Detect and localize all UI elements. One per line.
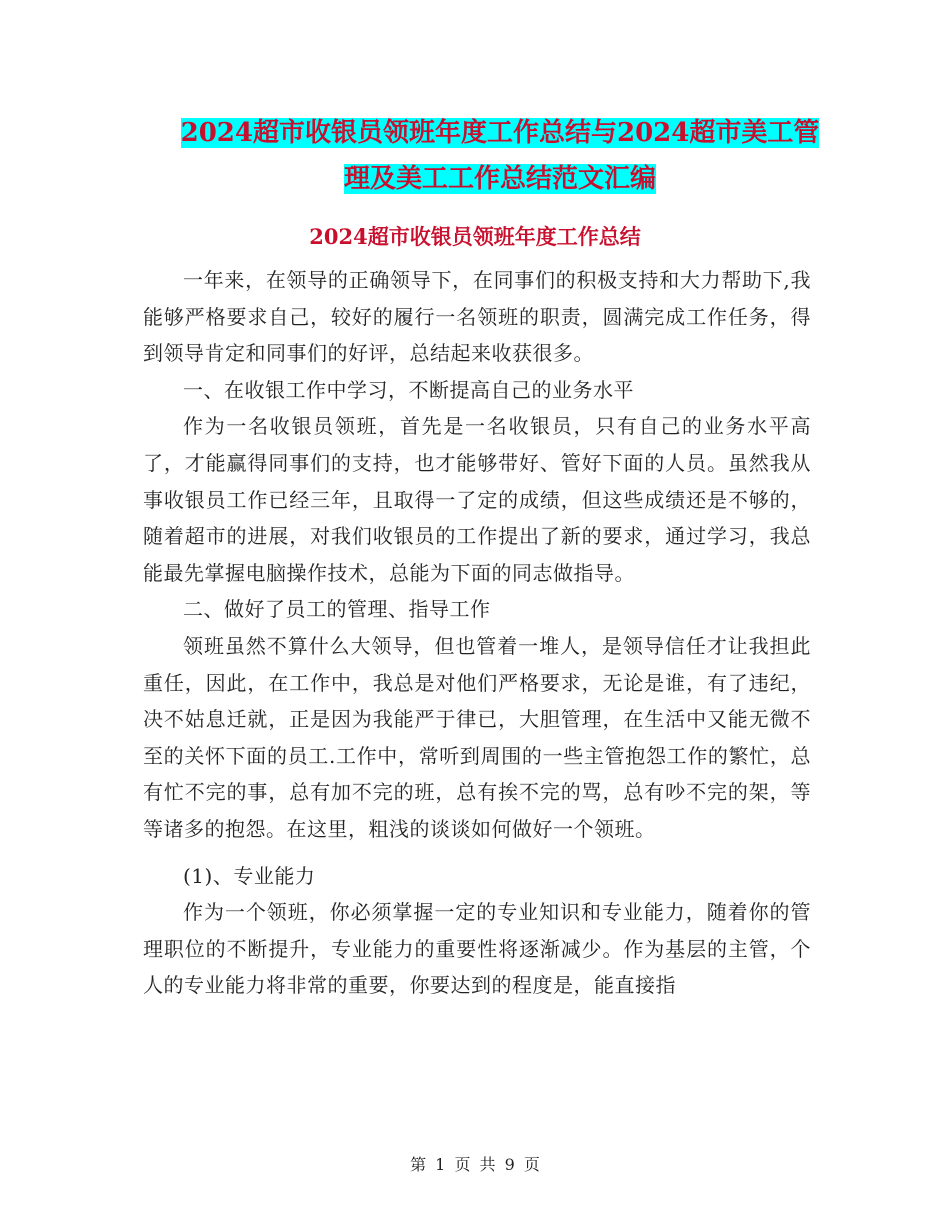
document-title-line-1: 2024超市收银员领班年度工作总结与2024超市美工管 (180, 118, 820, 148)
page-footer: 第 1 页 共 9 页 (410, 1155, 540, 1174)
paragraph-heading-1: 一、在收银工作中学习，不断提高自己的业务水平 (183, 377, 634, 402)
paragraph-intro: 一年来，在领导的正确领导下，在同事们的积极支持和大力帮助下,我能够严格要求自己，较好的履行一名领班的职责，圆满完成工作任务，得到领导肯定和同事们的好评，总结起来收获很多。 (143, 268, 811, 366)
section-title: 2024超市收银员领班年度工作总结 (309, 224, 641, 249)
paragraph-subheading-1: (1)、专业能力 (183, 863, 316, 888)
document-title (150, 110, 850, 202)
document-body (143, 262, 811, 1004)
paragraph-staff-management: 领班虽然不算什么大领导，但也管着一堆人，是领导信任才让我担此重任，因此，在工作中，我总是对他们严格要求，无论是谁，有了违纪，决不姑息迁就，正是因为我能严于律已，大胆管理，在生活中又能无微不至的关怀下面的员工.工作中，常听到周围的一些主管抱怨工作的繁忙，总有忙不完的事，总有加不完的班，总有挨不完的骂，总有吵不完的架，等等诸多的抱怨。在这里，粗浅的谈谈如何做好一个领班。 (143, 633, 811, 841)
paragraph-professional-ability: 作为一个领班，你必须掌握一定的专业知识和专业能力，随着你的管理职位的不断提升，专业能力的重要性将逐渐减少。作为基层的主管，个人的专业能力将非常的重要，你要达到的程度是，能直接指 (143, 900, 811, 998)
document-title-line-2: 理及美工工作总结范文汇编 (343, 164, 656, 194)
paragraph-heading-2: 二、做好了员工的管理、指导工作 (183, 597, 491, 622)
paragraph-cashier-study: 作为一名收银员领班，首先是一名收银员，只有自己的业务水平高了，才能赢得同事们的支持，也才能够带好、管好下面的人员。虽然我从事收银员工作已经三年，且取得一了定的成绩，但这些成绩还是不够的，随着超市的进展，对我们收银员的工作提出了新的要求，通过学习，我总能最先掌握电脑操作技术，总能为下面的同志做指导。 (143, 414, 811, 585)
